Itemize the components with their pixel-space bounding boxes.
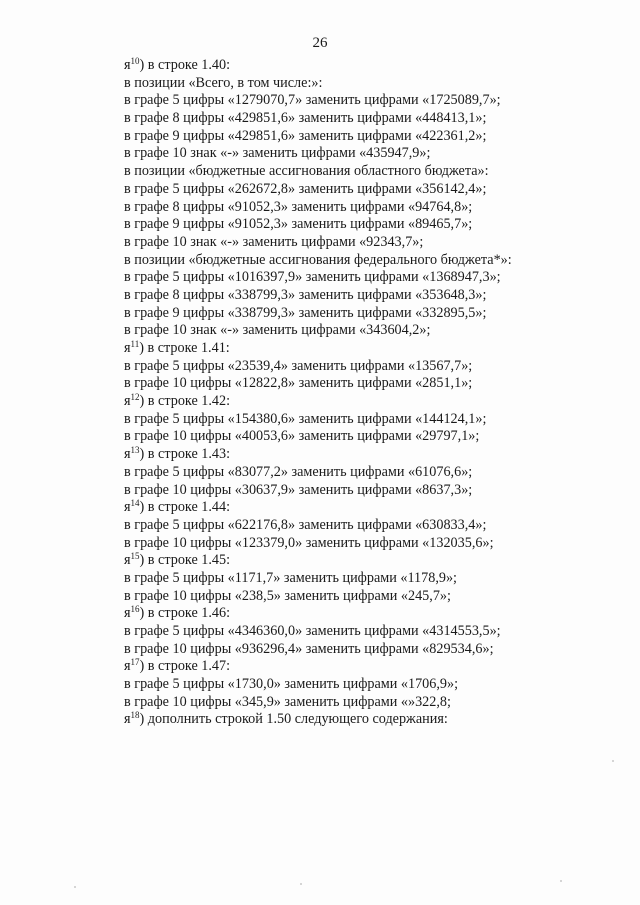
text-line xyxy=(124,128,594,146)
line-text: в графе 5 цифры «262672,8» заменить цифрами «356142,4»; xyxy=(124,180,487,197)
item-letter: я xyxy=(124,340,131,356)
item-index: 16 xyxy=(130,604,140,615)
text-line xyxy=(124,375,594,393)
item-index: 14 xyxy=(130,498,140,509)
text-line xyxy=(124,305,594,323)
line-text: в графе 10 цифры «40053,6» заменить цифрами «29797,1»; xyxy=(124,428,480,445)
line-text: в графе 8 цифры «429851,6» заменить цифрами «448413,1»; xyxy=(124,110,487,127)
item-index: 10 xyxy=(130,56,140,66)
line-text: в графе 5 цифры «4346360,0» заменить цифрами «4314553,5»; xyxy=(124,623,501,639)
line-text: в позиции «Всего, в том числе:»: xyxy=(124,74,323,91)
text-line xyxy=(124,252,594,270)
item-index: 15 xyxy=(130,551,140,562)
item-letter: я xyxy=(124,57,131,73)
text-line xyxy=(124,322,594,340)
text-line xyxy=(124,269,594,287)
item-heading xyxy=(124,658,594,676)
line-text: в графе 5 цифры «1730,0» заменить цифрами «1706,9»; xyxy=(124,676,459,693)
line-text: в графе 5 цифры «1171,7» заменить цифрами «1178,9»; xyxy=(124,569,457,586)
item-heading xyxy=(124,340,594,358)
line-text: в графе 10 цифры «345,9» заменить цифрами «»322,8; xyxy=(124,693,451,710)
item-heading xyxy=(124,605,594,623)
line-text: ) в строке 1.45: xyxy=(139,552,231,569)
text-line xyxy=(124,234,594,252)
page-number: 26 xyxy=(312,35,328,51)
line-text: в графе 5 цифры «622176,8» заменить цифрами «630833,4»; xyxy=(124,516,487,533)
item-letter: я xyxy=(124,393,131,410)
text-line xyxy=(124,181,594,199)
item-letter: я xyxy=(124,605,131,622)
item-heading xyxy=(124,711,594,729)
item-heading xyxy=(124,552,594,570)
text-line xyxy=(124,216,594,234)
scan-speck xyxy=(74,886,76,888)
line-text: ) в строке 1.40: xyxy=(139,57,231,73)
line-text: ) в строке 1.41: xyxy=(139,340,230,356)
text-line xyxy=(124,110,594,128)
line-text: ) в строке 1.42: xyxy=(139,393,231,410)
line-text: в графе 10 цифры «936296,4» заменить цифрами «829534,6»; xyxy=(124,640,494,657)
item-index: 13 xyxy=(130,445,140,456)
item-letter: я xyxy=(124,658,131,675)
line-text: в графе 5 цифры «23539,4» заменить цифрами «13567,7»; xyxy=(124,357,473,374)
text-line xyxy=(124,641,594,659)
text-line xyxy=(124,163,594,181)
line-text: в графе 8 цифры «338799,3» заменить цифрами «353648,3»; xyxy=(124,286,487,303)
item-letter: я xyxy=(124,711,131,728)
line-text: в графе 10 цифры «12822,8» заменить цифрами «2851,1»; xyxy=(124,375,473,392)
line-text: в графе 5 цифры «1279070,7» заменить цифрами «1725089,7»; xyxy=(124,92,501,109)
text-line xyxy=(124,694,594,712)
item-letter: я xyxy=(124,552,131,569)
item-letter: я xyxy=(124,446,131,463)
text-line xyxy=(124,623,594,641)
text-line xyxy=(124,676,594,694)
line-text: в графе 8 цифры «91052,3» заменить цифрами «94764,8»; xyxy=(124,198,473,215)
item-letter: я xyxy=(124,499,131,516)
item-heading xyxy=(124,446,594,464)
line-text: ) дополнить строкой 1.50 следующего содержания: xyxy=(139,711,448,728)
line-text: в графе 10 цифры «30637,9» заменить цифрами «8637,3»; xyxy=(124,481,473,498)
item-heading xyxy=(124,393,594,411)
line-text: в графе 5 цифры «154380,6» заменить цифрами «144124,1»; xyxy=(124,410,487,427)
line-text: в графе 10 знак «-» заменить цифрами «343604,2»; xyxy=(124,322,431,339)
text-line xyxy=(124,464,594,482)
item-index: 18 xyxy=(130,710,140,721)
text-line xyxy=(124,482,594,500)
line-text: в графе 9 цифры «429851,6» заменить цифрами «422361,2»; xyxy=(124,127,487,144)
item-heading xyxy=(124,57,594,75)
text-line xyxy=(124,411,594,429)
text-line xyxy=(124,588,594,606)
amendments-text xyxy=(124,57,594,729)
item-index: 17 xyxy=(130,657,140,668)
line-text: ) в строке 1.44: xyxy=(139,499,231,516)
line-text: в позиции «бюджетные ассигнования федерального бюджета*»: xyxy=(124,251,512,268)
scan-speck xyxy=(612,760,614,762)
scan-speck xyxy=(300,883,302,885)
text-line xyxy=(124,287,594,305)
line-text: в графе 10 знак «-» заменить цифрами «92343,7»; xyxy=(124,233,424,250)
text-line xyxy=(124,358,594,376)
item-index: 12 xyxy=(130,392,140,403)
text-line xyxy=(124,199,594,217)
item-index: 11 xyxy=(130,339,140,349)
text-line xyxy=(124,535,594,553)
line-text: в графе 5 цифры «1016397,9» заменить цифрами «1368947,3»; xyxy=(124,269,501,286)
line-text: в графе 9 цифры «91052,3» заменить цифрами «89465,7»; xyxy=(124,216,473,233)
line-text: ) в строке 1.47: xyxy=(139,658,231,675)
text-line xyxy=(124,517,594,535)
line-text: в графе 5 цифры «83077,2» заменить цифрами «61076,6»; xyxy=(124,463,473,480)
line-text: в позиции «бюджетные ассигнования областного бюджета»: xyxy=(124,163,489,180)
item-heading xyxy=(124,499,594,517)
line-text: в графе 10 цифры «238,5» заменить цифрами «245,7»; xyxy=(124,587,451,604)
text-line xyxy=(124,428,594,446)
scan-speck xyxy=(560,880,562,882)
line-text: в графе 10 знак «-» заменить цифрами «435947,9»; xyxy=(124,145,431,162)
text-line xyxy=(124,570,594,588)
line-text: в графе 9 цифры «338799,3» заменить цифрами «332895,5»; xyxy=(124,304,487,321)
text-line xyxy=(124,92,594,110)
line-text: ) в строке 1.46: xyxy=(139,605,231,622)
text-line xyxy=(124,75,594,93)
text-line xyxy=(124,145,594,163)
line-text: в графе 10 цифры «123379,0» заменить цифрами «132035,6»; xyxy=(124,534,494,551)
line-text: ) в строке 1.43: xyxy=(139,446,231,463)
